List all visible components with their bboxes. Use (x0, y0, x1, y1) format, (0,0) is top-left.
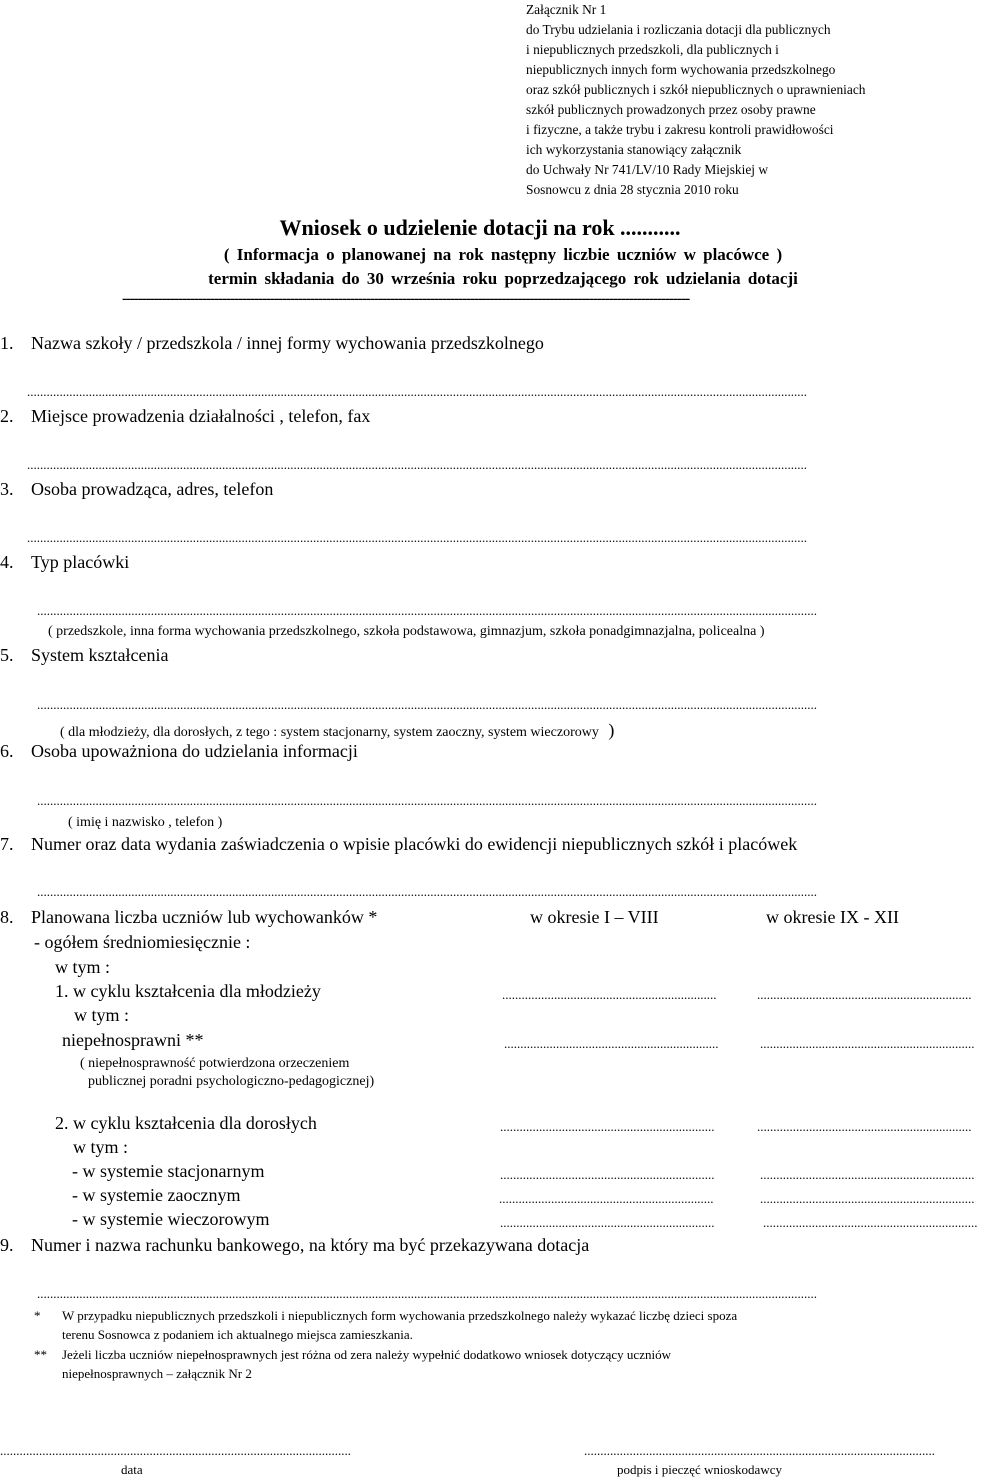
footnote-2: niepełnosprawnych – załącznik Nr 2 (62, 1366, 252, 1381)
question-3 (0, 479, 273, 500)
document-subtitle: ( Informacja o planowanej na rok następny liczbie uczniów w placówce ) (223, 245, 783, 264)
facility-type-hint: ( przedszkole, inna forma wychowania przedszkolnego, szkoła podstawowa, gimnazjum, szkoła ponadgimnazjalna, policealna ) (48, 624, 765, 639)
question-label: Planowana liczba uczniów lub wychowanków * (31, 907, 378, 927)
attachment-label: Załącznik Nr 1 (526, 2, 607, 17)
registration-certificate-field[interactable]: ................................................................................................................................................................................................................................................ (37, 884, 817, 899)
footnote-marker: ** (34, 1347, 47, 1362)
disability-note: ( niepełnosprawność potwierdzona orzeczeniem (80, 1056, 350, 1071)
question-label: System kształcenia (31, 645, 169, 665)
header-line: i fizyczne, a także trybu i zakresu kontroli prawidłowości (526, 122, 834, 137)
header-line: szkół publicznych prowadzonych przez osoby prawne (526, 102, 816, 117)
question-7 (0, 834, 797, 855)
facility-type-field[interactable]: ................................................................................................................................................................................................................................................ (37, 603, 817, 618)
header-line: ich wykorzystania stanowiący załącznik (526, 142, 742, 157)
header-line: oraz szkół publicznych i szkół niepublicznych o uprawnieniach (526, 82, 866, 97)
of-which-label: w tym : (74, 1005, 130, 1025)
question-9 (0, 1235, 589, 1256)
evening-system-label: - w systemie wieczorowym (72, 1209, 270, 1229)
school-name-field[interactable]: ................................................................................................................................................................................................................................................ (27, 384, 807, 399)
bank-account-field[interactable]: ................................................................................................................................................................................................................................................ (37, 1286, 817, 1301)
period-1-header: w okresie I – VIII (530, 907, 659, 927)
question-1 (0, 333, 544, 354)
period-2-header: w okresie IX - XII (766, 907, 899, 927)
question-5 (0, 645, 168, 666)
education-system-hint (60, 720, 614, 741)
question-label: Osoba prowadząca, adres, telefon (31, 479, 274, 499)
footnote-1: W przypadku niepublicznych przedszkoli i niepublicznych form wychowania przedszkolnego należy wykazać liczbę dzieci spoza (62, 1308, 738, 1323)
header-line: do Trybu udzielania i rozliczania dotacji dla publicznych (526, 22, 831, 37)
extramural-period-1-field[interactable]: .................................................................. (499, 1191, 714, 1206)
youth-period-1-field[interactable]: .................................................................. (502, 987, 717, 1002)
contact-person-field[interactable]: ................................................................................................................................................................................................................................................ (37, 793, 817, 808)
question-number: 1. (0, 333, 14, 353)
header-line: Sosnowcu z dnia 28 stycznia 2010 roku (526, 182, 739, 197)
question-label: Typ placówki (31, 552, 130, 572)
question-4 (0, 552, 129, 573)
disabled-students-label: niepełnosprawni ** (62, 1030, 204, 1050)
question-label: Nazwa szkoły / przedszkola / innej formy wychowania przedszkolnego (31, 333, 544, 353)
evening-period-1-field[interactable]: .................................................................. (500, 1215, 715, 1230)
hint-close-paren: ) (608, 720, 615, 740)
question-8 (0, 907, 377, 928)
signature-field[interactable]: ............................................................................................................ (584, 1443, 935, 1458)
question-label: Miejsce prowadzenia działalności , telefon, fax (31, 406, 371, 426)
adult-cycle-label: 2. w cyklu kształcenia dla dorosłych (55, 1113, 317, 1133)
separator-rule: ---------------------------------------------------------------------------------------------------------------------------------------------- (122, 291, 690, 307)
question-number: 2. (0, 406, 14, 426)
submission-deadline: termin składania do 30 września roku poprzedzającego rok udzielania dotacji (208, 269, 798, 288)
youth-period-2-field[interactable]: .................................................................. (757, 987, 972, 1002)
question-number: 8. (0, 907, 14, 927)
question-label: Osoba upoważniona do udzielania informacji (31, 741, 358, 761)
extramural-system-label: - w systemie zaocznym (72, 1185, 241, 1205)
disability-note: publicznej poradni psychologiczno-pedagogicznej) (88, 1074, 375, 1089)
header-line: i niepublicznych przedszkoli, dla publicznych i (526, 42, 779, 57)
signature-label: podpis i pieczęć wnioskodawcy (617, 1462, 782, 1477)
header-line: niepublicznych innych form wychowania przedszkolnego (526, 62, 836, 77)
question-number: 6. (0, 741, 14, 761)
question-number: 3. (0, 479, 14, 499)
footnote-2: Jeżeli liczba uczniów niepełnosprawnych jest różna od zera należy wypełnić dodatkowo wniosek dotyczący uczniów (62, 1347, 671, 1362)
question-label: Numer i nazwa rachunku bankowego, na który ma być przekazywana dotacja (31, 1235, 590, 1255)
question-2 (0, 406, 370, 427)
location-field[interactable]: ................................................................................................................................................................................................................................................ (27, 457, 807, 472)
document-title: Wniosek o udzielenie dotacji na rok ........... (279, 215, 681, 240)
question-number: 9. (0, 1235, 14, 1255)
question-label: Numer oraz data wydania zaświadczenia o wpisie placówki do ewidencji niepublicznych szkół i placówek (31, 834, 798, 854)
operator-field[interactable]: ................................................................................................................................................................................................................................................ (27, 530, 807, 545)
evening-period-2-field[interactable]: .................................................................. (763, 1215, 978, 1230)
question-number: 7. (0, 834, 14, 854)
question-6 (0, 741, 358, 762)
full-time-period-2-field[interactable]: .................................................................. (760, 1167, 975, 1182)
footnote-1: terenu Sosnowca z podaniem ich aktualnego miejsca zamieszkania. (62, 1327, 413, 1342)
footnote-marker: * (34, 1308, 41, 1323)
of-which-label: w tym : (55, 957, 111, 977)
full-time-period-1-field[interactable]: .................................................................. (500, 1167, 715, 1182)
adult-period-2-field[interactable]: .................................................................. (757, 1119, 972, 1134)
disabled-period-2-field[interactable]: .................................................................. (760, 1036, 975, 1051)
disabled-period-1-field[interactable]: .................................................................. (504, 1036, 719, 1051)
of-which-label: w tym : (73, 1137, 129, 1157)
question-number: 4. (0, 552, 14, 572)
full-time-system-label: - w systemie stacjonarnym (72, 1161, 265, 1181)
total-average-label: - ogółem średniomiesięcznie : (34, 932, 251, 952)
contact-person-hint: ( imię i nazwisko , telefon ) (68, 815, 223, 830)
header-line: do Uchwały Nr 741/LV/10 Rady Miejskiej w (526, 162, 768, 177)
education-system-field[interactable]: ................................................................................................................................................................................................................................................ (37, 697, 817, 712)
date-field[interactable]: ............................................................................................................ (0, 1443, 351, 1458)
youth-cycle-label: 1. w cyklu kształcenia dla młodzieży (55, 981, 321, 1001)
hint-text: ( dla młodzieży, dla dorosłych, z tego : system stacjonarny, system zaoczny, system wieczorowy (60, 725, 599, 740)
adult-period-1-field[interactable]: .................................................................. (500, 1119, 715, 1134)
question-number: 5. (0, 645, 14, 665)
date-label: data (121, 1462, 143, 1477)
extramural-period-2-field[interactable]: .................................................................. (760, 1191, 975, 1206)
